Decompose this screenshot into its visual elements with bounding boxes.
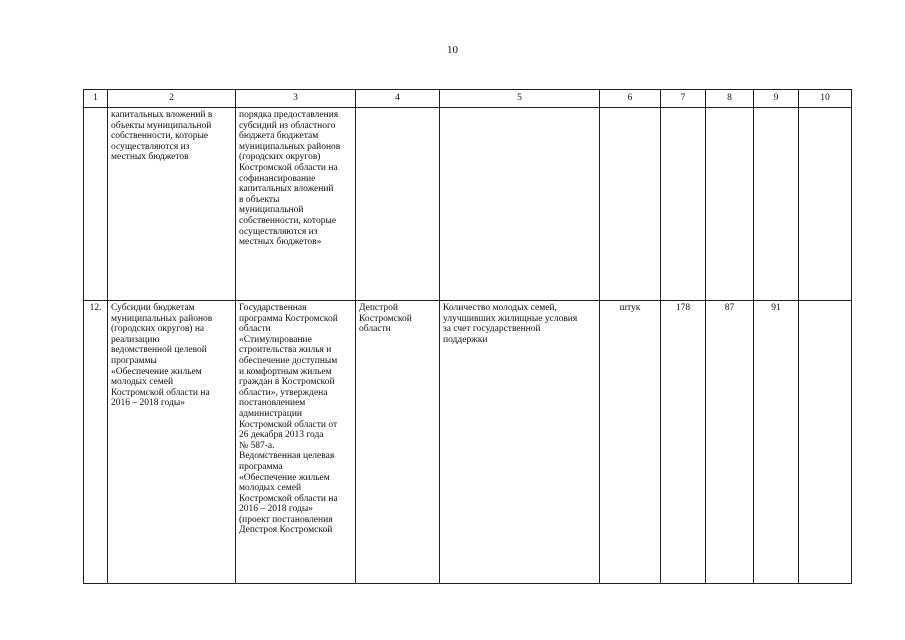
- cell-indicator: [440, 301, 600, 584]
- text-line: Костромской: [359, 313, 412, 324]
- page-number: 10: [447, 44, 458, 56]
- column-header: 9: [754, 90, 799, 108]
- text-line: молодых семей: [111, 377, 174, 388]
- cell-unit: штук: [600, 301, 661, 584]
- text-line: ведомственной целевой: [111, 345, 207, 356]
- text-line: области: [359, 324, 391, 335]
- text-line: капитальных вложений в: [111, 110, 213, 120]
- text-line: Ведомственная целевая: [239, 451, 335, 462]
- text-line: муниципальных районов: [111, 313, 213, 324]
- column-header: 7: [661, 90, 706, 108]
- text-line: осуществляются из: [239, 226, 318, 237]
- cell-value-10: [799, 301, 852, 584]
- column-header: 2: [108, 90, 236, 108]
- text-line: обеспечение доступным: [239, 355, 338, 366]
- text-line: 2016 – 2018 годы»: [239, 504, 313, 515]
- column-header: 3: [236, 90, 356, 108]
- text-line: и комфортным жильем: [239, 366, 332, 377]
- text-line: собственности, которые: [111, 131, 209, 142]
- cell-program: [236, 301, 356, 584]
- text-line: области», утверждена: [239, 387, 328, 398]
- cell-program: [236, 108, 356, 301]
- text-line: «Стимулирование: [239, 334, 312, 345]
- text-line: 26 декабря 2013 года: [239, 430, 324, 441]
- cell-value-9: [754, 108, 799, 301]
- text-line: 2016 – 2018 годы»: [111, 398, 185, 409]
- text-line: осуществляются из: [111, 141, 190, 152]
- cell-indicator: [440, 108, 600, 301]
- text-line: молодых семей: [239, 483, 302, 494]
- text-line: Костромской области на: [239, 493, 338, 504]
- data-table: [83, 89, 852, 584]
- text-line: Костромской области на: [239, 162, 338, 173]
- text-line: поддержки: [443, 334, 488, 345]
- column-header: 4: [356, 90, 440, 108]
- text-line: реализацию: [111, 334, 160, 345]
- text-line: «Обеспечение жильем: [239, 472, 330, 483]
- column-header: 10: [799, 90, 852, 108]
- table-row: [84, 108, 852, 301]
- text-line: № 587-а.: [239, 440, 275, 451]
- cell-subsidy-name: [108, 108, 236, 301]
- text-line: Субсидии бюджетам: [111, 303, 195, 313]
- text-line: капитальных вложений: [239, 184, 334, 195]
- cell-value-8: 87: [706, 301, 754, 584]
- text-line: Костромской области от: [239, 419, 338, 430]
- text-line: улучшивших жилищные условия: [443, 313, 578, 324]
- text-line: Количество молодых семей,: [443, 303, 557, 313]
- text-line: программа Костромской: [239, 313, 338, 324]
- text-line: за счет государственной: [443, 324, 541, 335]
- column-number-row: [84, 90, 852, 108]
- cell-executor: [356, 108, 440, 301]
- column-header: 6: [600, 90, 661, 108]
- column-header: 1: [84, 90, 108, 108]
- cell-value-10: [799, 108, 852, 301]
- cell-subsidy-name: [108, 301, 236, 584]
- text-line: граждан в Костромской: [239, 377, 335, 388]
- cell-value-7: [661, 108, 706, 301]
- text-line: «Обеспечение жильем: [111, 366, 202, 377]
- cell-executor: [356, 301, 440, 584]
- text-line: порядка предоставления: [239, 110, 339, 120]
- cell-unit: [600, 108, 661, 301]
- row-number: [84, 108, 108, 301]
- text-line: области: [239, 324, 271, 335]
- column-header: 5: [440, 90, 600, 108]
- text-line: субсидий из областного: [239, 120, 336, 131]
- text-line: Государственная: [239, 303, 307, 313]
- text-line: муниципальных районов: [239, 141, 341, 152]
- table-row: [84, 301, 852, 584]
- text-line: постановлением: [239, 398, 306, 409]
- cell-value-9: 91: [754, 301, 799, 584]
- text-line: Депстрой: [359, 303, 398, 313]
- cell-value-8: [706, 108, 754, 301]
- text-line: муниципальной: [239, 205, 304, 216]
- text-line: объекты муниципальной: [111, 120, 212, 131]
- text-line: (городских округов): [239, 152, 321, 163]
- text-line: администрации: [239, 408, 303, 419]
- column-header: 8: [706, 90, 754, 108]
- text-line: местных бюджетов: [111, 152, 189, 163]
- text-line: (проект постановления: [239, 514, 333, 525]
- text-line: строительства жилья и: [239, 345, 332, 356]
- text-line: в объекты: [239, 194, 280, 205]
- text-line: собственности, которые: [239, 215, 337, 226]
- text-line: (городских округов) на: [111, 324, 205, 335]
- text-line: Костромской области на: [111, 387, 210, 398]
- text-line: местных бюджетов»: [239, 237, 322, 248]
- text-line: программы: [111, 355, 157, 366]
- text-line: софинансирование: [239, 173, 316, 184]
- text-line: бюджета бюджетам: [239, 131, 319, 142]
- row-number: 12.: [84, 301, 108, 584]
- text-line: программа: [239, 461, 283, 472]
- cell-value-7: 178: [661, 301, 706, 584]
- text-line: Депстроя Костромской: [239, 525, 333, 536]
